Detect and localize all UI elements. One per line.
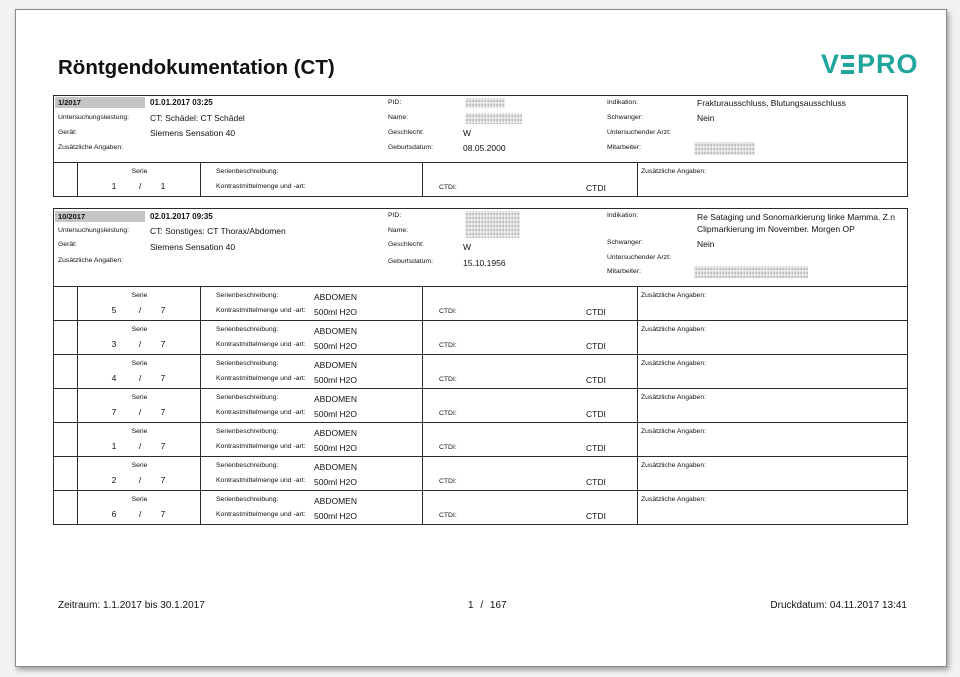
ctdi-label: CTDI: [439,512,457,519]
mitarbeiter-label: Mitarbeiter: [607,268,641,275]
serie-total: 7 [160,339,166,349]
series-cell-description [200,355,423,388]
serie-number: 1 [111,181,117,191]
geburtsdatum-value: 08.05.2000 [463,143,506,153]
series-cell-description [200,287,423,320]
ctdi-label: CTDI: [439,376,457,383]
serienbeschreibung-label: Serienbeschreibung: [216,428,279,435]
serie-total: 7 [160,407,166,417]
serie-total: 1 [160,181,166,191]
mitarbeiter-redacted [694,142,755,155]
serienbeschreibung-label: Serienbeschreibung: [216,326,279,333]
series-cell-description [200,491,423,524]
ctdi-value: CTDI [586,183,606,193]
ctdi-value: CTDI [586,307,606,317]
series-cell-zusaetzliche-angaben [637,423,908,456]
kontrastmittel-value: 500ml H2O [314,341,357,351]
geraet-value: Siemens Sensation 40 [150,242,236,252]
series-cell-description [200,389,423,422]
serie-separator: / [138,373,142,383]
record-number: 10/2017 [55,211,145,222]
series-row [54,286,907,320]
kontrastmittel-label: Kontrastmittelmenge und -art: [216,443,306,450]
logo-letter-e [841,55,854,74]
serie-label: Serie [131,462,148,469]
kontrastmittel-label: Kontrastmittelmenge und -art: [216,341,306,348]
logo-letter-r: R [876,49,896,79]
serie-total: 7 [160,475,166,485]
series-cell-ctdi [422,321,638,354]
untersuchungsleistung-value: CT: Sonstiges: CT Thorax/Abdomen [150,226,286,236]
schwanger-label: Schwanger: [607,114,643,121]
serienbeschreibung-label: Serienbeschreibung: [216,168,279,175]
schwanger-value: Nein [697,113,715,123]
serienbeschreibung-label: Serienbeschreibung: [216,496,279,503]
ctdi-label: CTDI: [439,308,457,315]
ctdi-label: CTDI: [439,410,457,417]
pid-name-redacted [465,211,520,238]
series-cell-ctdi [422,287,638,320]
series-cell-ctdi [422,457,638,490]
untersuchender-arzt-label: Untersuchender Arzt: [607,129,671,136]
geschlecht-label: Geschlecht: [388,241,424,248]
serie-label: Serie [131,360,148,367]
series-zusaetzliche-angaben-label: Zusätzliche Angaben: [641,394,706,401]
serienbeschreibung-value: ABDOMEN [314,360,357,370]
serie-number: 4 [111,373,117,383]
serie-label: Serie [131,292,148,299]
series-cell-ctdi [422,355,638,388]
series-zusaetzliche-angaben-label: Zusätzliche Angaben: [641,292,706,299]
serienbeschreibung-value: ABDOMEN [314,326,357,336]
series-cell-zusaetzliche-angaben [637,457,908,490]
series-zusaetzliche-angaben-label: Zusätzliche Angaben: [641,462,706,469]
ctdi-label: CTDI: [439,342,457,349]
serie-number: 6 [111,509,117,519]
series-cell-zusaetzliche-angaben [637,355,908,388]
serie-number: 1 [111,441,117,451]
series-cell-serie [77,287,201,320]
series-zusaetzliche-angaben-label: Zusätzliche Angaben: [641,326,706,333]
series-cell-serie [77,423,201,456]
geraet-label: Gerät: [58,129,77,136]
serie-number: 2 [111,475,117,485]
geraet-value: Siemens Sensation 40 [150,128,236,138]
serie-total: 7 [160,305,166,315]
ctdi-value: CTDI [586,477,606,487]
serienbeschreibung-value: ABDOMEN [314,292,357,302]
indikation-label: Indikation: [607,212,638,219]
kontrastmittel-label: Kontrastmittelmenge und -art: [216,511,306,518]
pid-label: PID: [388,99,402,106]
series-cell-description [200,163,423,196]
serie-separator: / [138,509,142,519]
series-cell-serie [77,321,201,354]
serie-total: 7 [160,373,166,383]
ctdi-value: CTDI [586,375,606,385]
vepro-logo [821,51,919,78]
geburtsdatum-label: Geburtsdatum: [388,144,433,151]
name-label: Name: [388,227,409,234]
series-cell-zusaetzliche-angaben [637,491,908,524]
kontrastmittel-value: 500ml H2O [314,375,357,385]
ctdi-label: CTDI: [439,184,457,191]
mitarbeiter-label: Mitarbeiter: [607,144,641,151]
geschlecht-value: W [463,242,472,252]
kontrastmittel-value: 500ml H2O [314,477,357,487]
serienbeschreibung-label: Serienbeschreibung: [216,394,279,401]
kontrastmittel-value: 500ml H2O [314,307,357,317]
serie-separator: / [138,475,142,485]
series-cell-zusaetzliche-angaben [637,163,908,196]
pid-redacted [465,98,505,108]
serie-separator: / [138,441,142,451]
serie-label: Serie [131,168,148,175]
serie-separator: / [138,181,142,191]
serie-label: Serie [131,394,148,401]
untersuchender-arzt-label: Untersuchender Arzt: [607,254,671,261]
ctdi-label: CTDI: [439,478,457,485]
series-cell-ctdi [422,491,638,524]
zusaetzliche-angaben-label: Zusätzliche Angaben: [58,257,123,264]
ctdi-value: CTDI [586,511,606,521]
mitarbeiter-redacted [694,266,808,278]
series-row [54,320,907,354]
serie-label: Serie [131,326,148,333]
kontrastmittel-label: Kontrastmittelmenge und -art: [216,375,306,382]
ctdi-value: CTDI [586,409,606,419]
series-row [54,422,907,456]
kontrastmittel-label: Kontrastmittelmenge und -art: [216,183,306,190]
serie-label: Serie [131,428,148,435]
record-number: 1/2017 [55,97,145,108]
ctdi-label: CTDI: [439,444,457,451]
series-cell-zusaetzliche-angaben [637,321,908,354]
series-cell-description [200,457,423,490]
series-cell-serie [77,389,201,422]
geburtsdatum-label: Geburtsdatum: [388,258,433,265]
serie-number: 5 [111,305,117,315]
series-row [54,354,907,388]
ctdi-value: CTDI [586,341,606,351]
pid-label: PID: [388,212,402,219]
logo-letter-o: O [896,49,918,79]
serienbeschreibung-label: Serienbeschreibung: [216,462,279,469]
ctdi-value: CTDI [586,443,606,453]
serie-total: 7 [160,509,166,519]
series-row [54,388,907,422]
kontrastmittel-value: 500ml H2O [314,511,357,521]
schwanger-label: Schwanger: [607,239,643,246]
kontrastmittel-value: 500ml H2O [314,409,357,419]
page-title: Röntgendokumentation (CT) [58,56,335,79]
kontrastmittel-label: Kontrastmittelmenge und -art: [216,477,306,484]
serie-separator: / [138,305,142,315]
record-datetime: 01.01.2017 03:25 [150,98,213,107]
geschlecht-label: Geschlecht: [388,129,424,136]
untersuchungsleistung-label: Untersuchungsleistung: [58,227,130,234]
series-zusaetzliche-angaben-label: Zusätzliche Angaben: [641,428,706,435]
series-cell-ctdi [422,163,638,196]
serienbeschreibung-value: ABDOMEN [314,462,357,472]
serienbeschreibung-label: Serienbeschreibung: [216,360,279,367]
series-cell-serie [77,163,201,196]
serie-number: 3 [111,339,117,349]
kontrastmittel-label: Kontrastmittelmenge und -art: [216,307,306,314]
series-zusaetzliche-angaben-label: Zusätzliche Angaben: [641,496,706,503]
serie-separator: / [138,339,142,349]
serie-number: 7 [111,407,117,417]
schwanger-value: Nein [697,239,715,249]
kontrastmittel-label: Kontrastmittelmenge und -art: [216,409,306,416]
series-cell-description [200,423,423,456]
series-cell-zusaetzliche-angaben [637,389,908,422]
untersuchungsleistung-value: CT: Schädel: CT Schädel [150,113,245,123]
geraet-label: Gerät: [58,241,77,248]
serienbeschreibung-value: ABDOMEN [314,428,357,438]
series-cell-zusaetzliche-angaben [637,287,908,320]
series-row [54,490,907,524]
series-row [54,162,907,196]
serie-total: 7 [160,441,166,451]
indikation-label: Indikation: [607,99,638,106]
indikation-value-line-1: Re Sataging und Sonomarkierung linke Mamma. Z.n [697,212,895,222]
series-row [54,456,907,490]
indikation-value: Frakturausschluss, Blutungsausschluss [697,98,846,108]
record-1 [53,95,908,197]
page-indicator: 1 / 167 [468,600,507,611]
series-cell-serie [77,457,201,490]
kontrastmittel-value: 500ml H2O [314,443,357,453]
geschlecht-value: W [463,128,472,138]
series-cell-ctdi [422,389,638,422]
series-cell-serie [77,491,201,524]
record-datetime: 02.01.2017 09:35 [150,212,213,221]
logo-letter-p: P [857,49,876,79]
series-cell-ctdi [422,423,638,456]
name-redacted [465,113,522,124]
untersuchungsleistung-label: Untersuchungsleistung: [58,114,130,121]
indikation-value-line-2: Clipmarkierung im November. Morgen OP [697,224,855,234]
series-zusaetzliche-angaben-label: Zusätzliche Angaben: [641,360,706,367]
serienbeschreibung-label: Serienbeschreibung: [216,292,279,299]
serienbeschreibung-value: ABDOMEN [314,496,357,506]
series-cell-description [200,321,423,354]
serie-separator: / [138,407,142,417]
name-label: Name: [388,114,409,121]
serienbeschreibung-value: ABDOMEN [314,394,357,404]
druckdatum: Druckdatum: 04.11.2017 13:41 [770,600,907,611]
record-2 [53,208,908,525]
serie-label: Serie [131,496,148,503]
geburtsdatum-value: 15.10.1956 [463,258,506,268]
series-zusaetzliche-angaben-label: Zusätzliche Angaben: [641,168,706,175]
zusaetzliche-angaben-label: Zusätzliche Angaben: [58,144,123,151]
series-cell-serie [77,355,201,388]
zeitraum: Zeitraum: 1.1.2017 bis 30.1.2017 [58,600,205,611]
logo-letter-v: V [821,49,840,79]
